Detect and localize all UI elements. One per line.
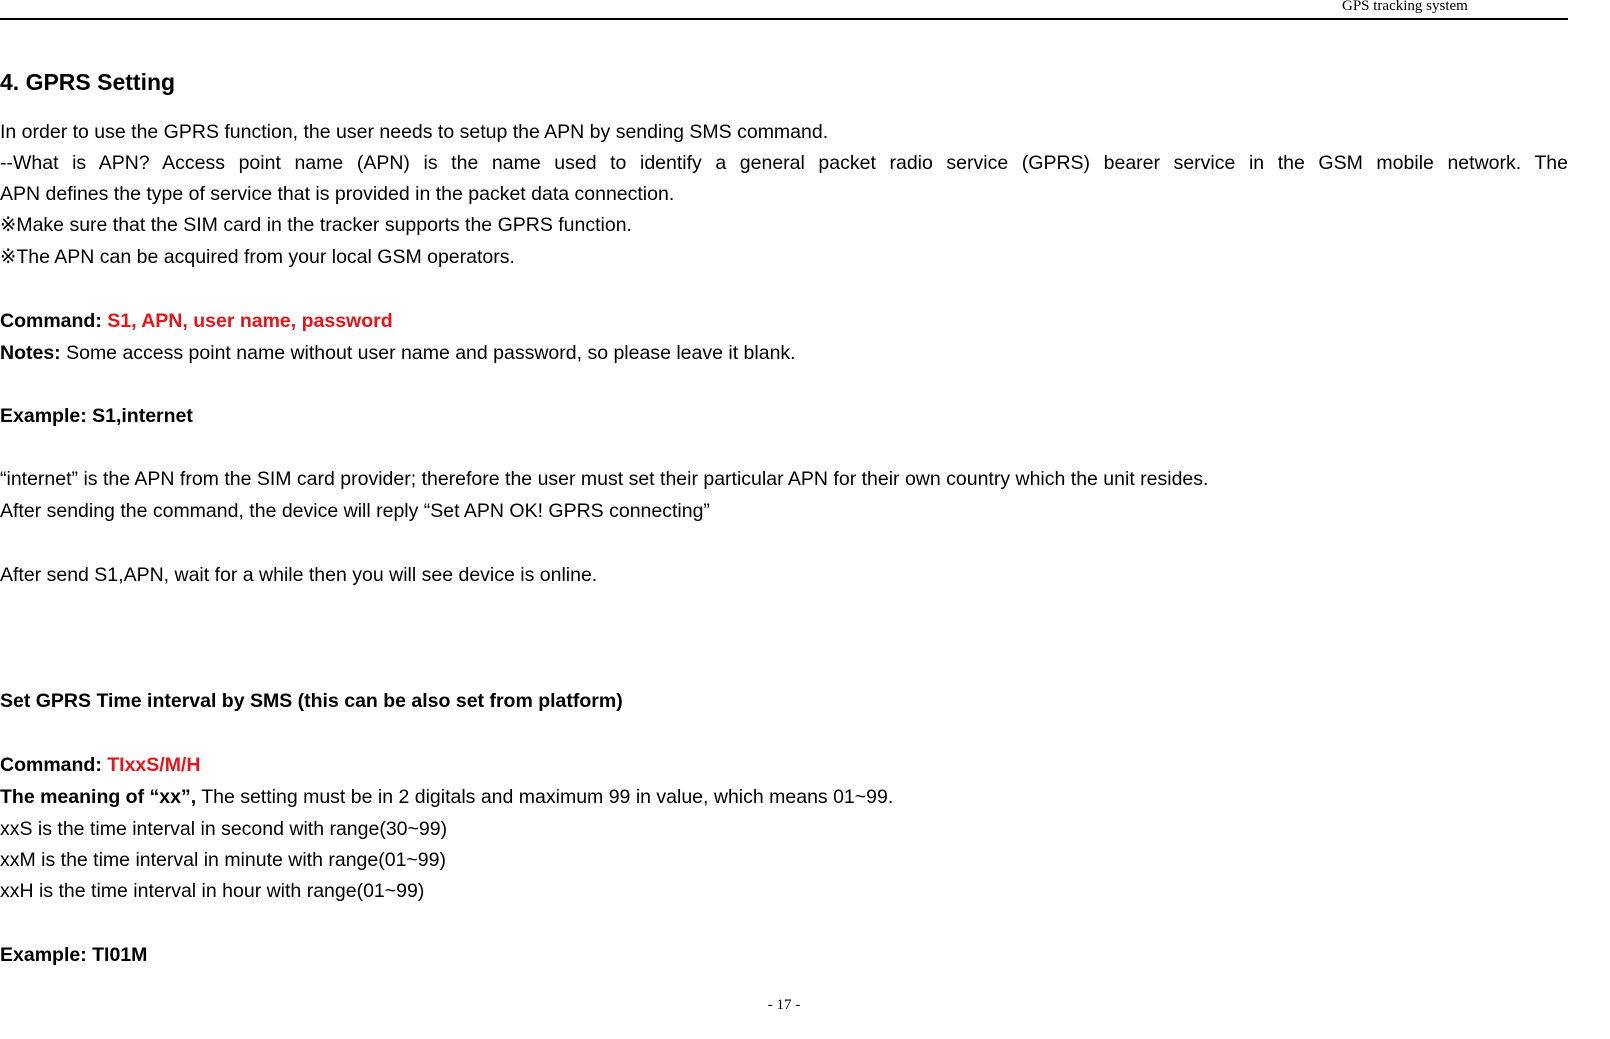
apn-definition-line-2: APN defines the type of service that is provided in the packet data connection. — [0, 183, 675, 205]
interval-example: Example: TI01M — [0, 944, 148, 966]
note-apn-operator: ※The APN can be acquired from your local GSM operators. — [0, 246, 515, 268]
apn-reply-text: After sending the command, the device will reply “Set APN OK! GPRS connecting” — [0, 500, 710, 522]
interval-heading: Set GPRS Time interval by SMS (this can be also set from platform) — [0, 690, 623, 712]
apn-definition-line-1: --What is APN? Access point name (APN) is the name used to identify a general packet radio service (GPRS) bearer service in the GSM mobile network. The — [0, 152, 1568, 174]
apn-command-label: Command: — [0, 310, 108, 332]
interval-meaning-line — [0, 785, 893, 809]
apn-notes-text: Some access point name without user name and password, so please leave it blank. — [60, 342, 796, 364]
page-number: - 17 - — [767, 997, 801, 1013]
apn-after-send: After send S1,APN, wait for a while then you will see device is online. — [0, 564, 598, 586]
note-sim-support: ※Make sure that the SIM card in the tracker supports the GPRS function. — [0, 214, 632, 236]
interval-minutes: xxM is the time interval in minute with range(01~99) — [0, 849, 446, 871]
interval-meaning-text: The setting must be in 2 digitals and maximum 99 in value, which means 01~99. — [196, 786, 894, 808]
apn-example: Example: S1,internet — [0, 405, 193, 427]
interval-hours: xxH is the time interval in hour with range(01~99) — [0, 880, 425, 902]
interval-seconds: xxS is the time interval in second with range(30~99) — [0, 818, 448, 840]
apn-command-value: S1, APN, user name, password — [107, 310, 393, 332]
apn-command-line — [0, 309, 393, 333]
running-header-title: GPS tracking system — [1342, 0, 1468, 14]
interval-command-line — [0, 753, 200, 777]
apn-explanation: “internet” is the APN from the SIM card provider; therefore the user must set their particular APN for their own country which the unit resides. — [0, 468, 1209, 490]
interval-command-label: Command: — [0, 754, 108, 776]
header-rule — [0, 18, 1568, 20]
apn-notes-label: Notes: — [0, 342, 61, 364]
interval-command-value: TIxxS/M/H — [107, 754, 201, 776]
apn-notes-line — [0, 341, 796, 365]
interval-meaning-label: The meaning of “xx”, — [0, 786, 197, 808]
section-heading: 4. GPRS Setting — [0, 69, 176, 95]
intro-paragraph: In order to use the GPRS function, the user needs to setup the APN by sending SMS command. — [0, 121, 829, 143]
